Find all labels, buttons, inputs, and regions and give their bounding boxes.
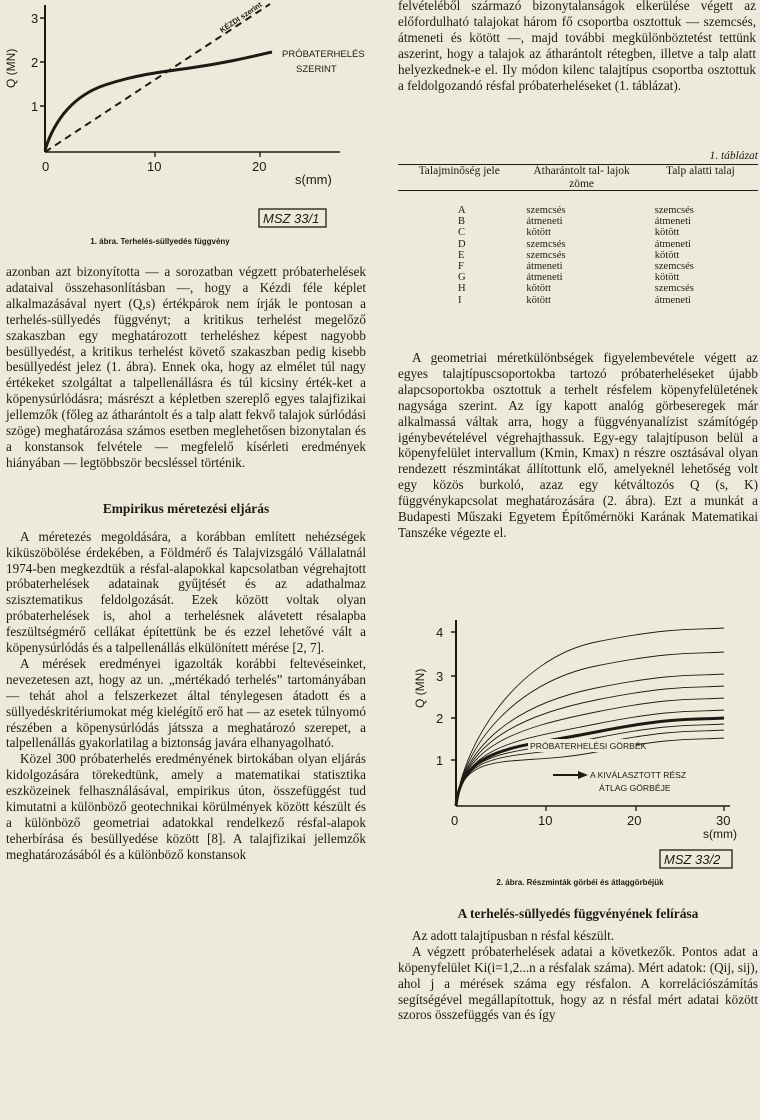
table-cell: kötött	[654, 272, 680, 284]
fig2-caption: 2. ábra. Részminták görbéi és átlaggörbéjük	[496, 878, 664, 887]
table-cell: szemcsés	[526, 249, 566, 261]
table-cell: kötött	[526, 283, 551, 295]
left-paragraph-2: A méretezés megoldására, a korábban említett nehézségek kiküszöbölése érdekében, a Földmérő és Talajvizsgáló Vállalatnál 1974-ben megkezdtük a résfal-alapokkal kapcsolatban végrehajtott próbaterhelések adatainak gyűjtését és az adathalmaz szisztematikus feldolgozását. Ezek között voltak olyan próbaterhelések is, ahol a terhelésnek alávetett résalapba feszültségmérő cellákat építettünk be és ezzel lehetővé vált a köpenysúrlódás és a talpellenállás elkülönített mérése [2, 7].	[6, 528, 366, 656]
table-cell: H	[458, 283, 466, 295]
table-row	[398, 283, 758, 294]
fig1-kezdi-line	[45, 4, 270, 152]
table-cell: szemcsés	[654, 205, 694, 216]
table-row	[398, 295, 758, 306]
fig2-label-atlag-1: A KIVÁLASZTOTT RÉSZ	[590, 770, 687, 780]
table-header	[398, 165, 758, 190]
table-row	[398, 250, 758, 261]
table-header-3: Talp alatti talaj	[665, 165, 735, 177]
table-row	[398, 272, 758, 283]
table-row	[398, 205, 758, 216]
table-row	[398, 216, 758, 227]
right-paragraph-1: A geometriai méretkülönbségek figyelembevétele végett az egyes talajtípuscsoportokba tartozó próbaterheléseket újabb alapcsoportokba osztottuk a terhelt résfelem köpenyfelületének nagysága szerint. Az így kapott analóg görbeseregek már alkalmassá váltak arra, hogy a függvényanalízist számítógép igénybevételével végrehajthassuk. Egy-egy talajtípuson belül a köpenyfelület intervallum (Kmin, Kmax) n részre osztásával olyan rendezett részmintákat állítottunk elő, amelyeknél lehetőség volt egy közös burkoló, azaz egy kétváltozós Q (s, K) függvénykapcsolat meghatározására (2. ábra). Ezt a munkát a Budapesti Műszaki Egyetem Építőmérnöki Karának Matematikai Tanszéke végezte el.	[398, 350, 758, 540]
right-column-bottom	[398, 906, 758, 1023]
fig1-xtick-20: 20	[252, 159, 267, 174]
table-1	[398, 150, 758, 306]
table-header-2: Átharántolt tal- lajok zöme	[533, 165, 630, 190]
table-cell: kötött	[654, 227, 680, 239]
fig2-label-probaterh: PRÓBATERHELÉSI GÖRBÉK	[530, 741, 647, 751]
table-cell: átmeneti	[526, 216, 563, 228]
table-cell: szemcsés	[654, 283, 694, 295]
right-column-top	[398, 0, 756, 93]
fig2-ytick-4: 4	[436, 625, 444, 640]
left-column	[6, 264, 366, 863]
fig2-xlabel: s(mm)	[703, 827, 737, 841]
table-cell: kötött	[526, 294, 551, 306]
table-title: 1. táblázat	[709, 150, 758, 162]
table-row	[398, 239, 758, 250]
left-paragraph-1: azonban azt bizonyította — a sorozatban végzett próbaterhelések adataival összehasonlításban —, hogy a Kézdi féle képlet alkalmazásával nyert (Q,s) értékpárok nem írják le pontosan a terhelés-süllyedés függvényt; a kritikus terhelést megelőző szakaszban egy meghatározott terheléshez képest nagyobb besüllyedést, a kritikus terhelést követő szakaszban pedig kisebb besüllyedést jelez (1. ábra). Ennek oka, hogy az elmélet túl nagy értékeket szolgáltat a talpellenállásra és túl kicsiny érték-ket a köpenysúrlódásra; másrészt a képletben szereplő egyes talajfizikai jellemzők (főleg az átharántolt és a talp alatt fekvő talajok súrlódási szöge) meghatározása számos esetben meglehetősen bizonytalan és a konstansok felvétele — megfelelő kísérleti eredmények hiányában — legtöbbször becsléssel történik.	[6, 264, 366, 470]
fig2-ylabel: Q (MN)	[413, 668, 427, 708]
right-paragraph-0: felvételéből származó bizonytalanságok elkerülése végett az előfordulható talajokat három fő csoportba osztottuk — szemcsés, átmeneti és kötött —, majd további megkülönböztetést tettünk aszerint, hogy a talajok az átharántolt rétegben, illetve a talp alatt helyezkednek-e el. Ily módon kilenc talajtípus csoportba osztottuk a feldolgozandó résfal próbaterheléseket (1. táblázat).	[398, 0, 756, 93]
left-paragraph-3: A mérések eredményei igazolták korábbi feltevéseinket, nevezetesen azt, hogy az un. „mértékadó terhelés” tartományában — tehát ahol a felszerkezet által ténylegesen átadott és a süllyedéskritériumokat még kielégítő erő hat — az esetek túlnyomó részében a köpenysúrlódás játssza a meghatározó szerepet, a talpellenállás gyakorlatilag a biztonság javára elhanyagolható.	[6, 655, 366, 751]
table-cell: C	[458, 227, 466, 239]
table-cell: G	[458, 272, 466, 284]
table-cell: I	[458, 294, 462, 306]
table-cell: szemcsés	[526, 238, 566, 250]
table-cell: kötött	[526, 227, 551, 239]
fig1-ytick-1: 1	[31, 99, 39, 114]
table-cell: F	[458, 261, 464, 273]
fig1-xtick-10: 10	[147, 159, 162, 174]
fig2-label-atlag-2: ÁTLAG GÖRBÉJE	[599, 783, 671, 793]
fig1-ylabel: Q (MN)	[4, 48, 18, 88]
right-paragraph-2: Az adott talajtípusban n résfal készült.	[412, 927, 615, 943]
fig2-xtick-30: 30	[716, 813, 731, 828]
table-cell: átmeneti	[654, 238, 691, 250]
fig2-ytick-3: 3	[436, 669, 444, 684]
table-cell: E	[458, 249, 465, 261]
fig1-ytick-2: 2	[31, 55, 39, 70]
fig1-xtick-0: 0	[42, 159, 50, 174]
table-cell: A	[458, 205, 466, 216]
table-cell: átmeneti	[654, 294, 691, 306]
table-cell: kötött	[654, 249, 680, 261]
table-row	[398, 261, 758, 272]
table-cell: szemcsés	[526, 205, 566, 216]
right-paragraph-3: A végzett próbaterhelések adatai a következők. Pontos adat a köpenyfelület Ki(i=1,2...n a résfalak száma). Mért adatok: (Qij, sij), ahol j a mérések száma egy résfalon. A korrelációszámítás segítségével megállapítottuk, hogy az n résfal mért adatai között szoros összefüggés van és így	[398, 943, 758, 1023]
fig1-xlabel: s(mm)	[295, 172, 332, 187]
table-header-1: Talajminőség jele	[418, 165, 500, 177]
fig1-probaterheles-curve	[45, 52, 272, 150]
fig1-probaterh-label-2: SZERINT	[296, 64, 337, 75]
section-heading-empirikus: Empirikus méretezési eljárás	[102, 500, 270, 516]
fig2-xtick-0: 0	[451, 813, 459, 828]
fig1-stamp: MSZ 33/1	[263, 211, 320, 226]
table-row	[398, 227, 758, 238]
fig2-ytick-1: 1	[436, 753, 444, 768]
figure-2	[398, 612, 760, 902]
fig1-ytick-3: 3	[31, 11, 39, 26]
fig1-kezdi-label: KÉZDI szerint	[218, 0, 264, 35]
table-cell: D	[458, 238, 466, 250]
fig2-ytick-2: 2	[436, 711, 444, 726]
table-cell: átmeneti	[526, 261, 563, 273]
fig1-probaterh-label-1: PRÓBATERHELÉS	[282, 49, 365, 60]
right-column-middle	[398, 350, 758, 541]
fig2-xtick-10: 10	[538, 813, 553, 828]
table-cell: átmeneti	[526, 272, 563, 284]
fig1-caption: 1. ábra. Terhelés-süllyedés függvény	[90, 237, 230, 246]
section-heading-fuggveny: A terhelés-süllyedés függvényének felírása	[457, 906, 699, 921]
fig2-xtick-20: 20	[627, 813, 642, 828]
table-cell: átmeneti	[654, 216, 691, 228]
left-paragraph-4: Közel 300 próbaterhelés eredményének birtokában olyan eljárás kidolgozására törekedtünk, amely a matematikai statisztika eszközeinek felhasználásával, empirikus úton, összefüggést tud kimutatni a különböző geotechnikai körülmények között készült és a különböző geometriai adatokkal rendelkező résfal-alapok teherbírása és besüllyedése között [8]. A talajfizikai jellemzők meghatározásából és a különböző konstansok	[6, 751, 366, 862]
table-cell: B	[458, 216, 466, 228]
table-body	[398, 205, 758, 306]
fig2-stamp: MSZ 33/2	[664, 852, 721, 867]
table-cell: szemcsés	[654, 261, 694, 273]
figure-1	[0, 0, 375, 250]
